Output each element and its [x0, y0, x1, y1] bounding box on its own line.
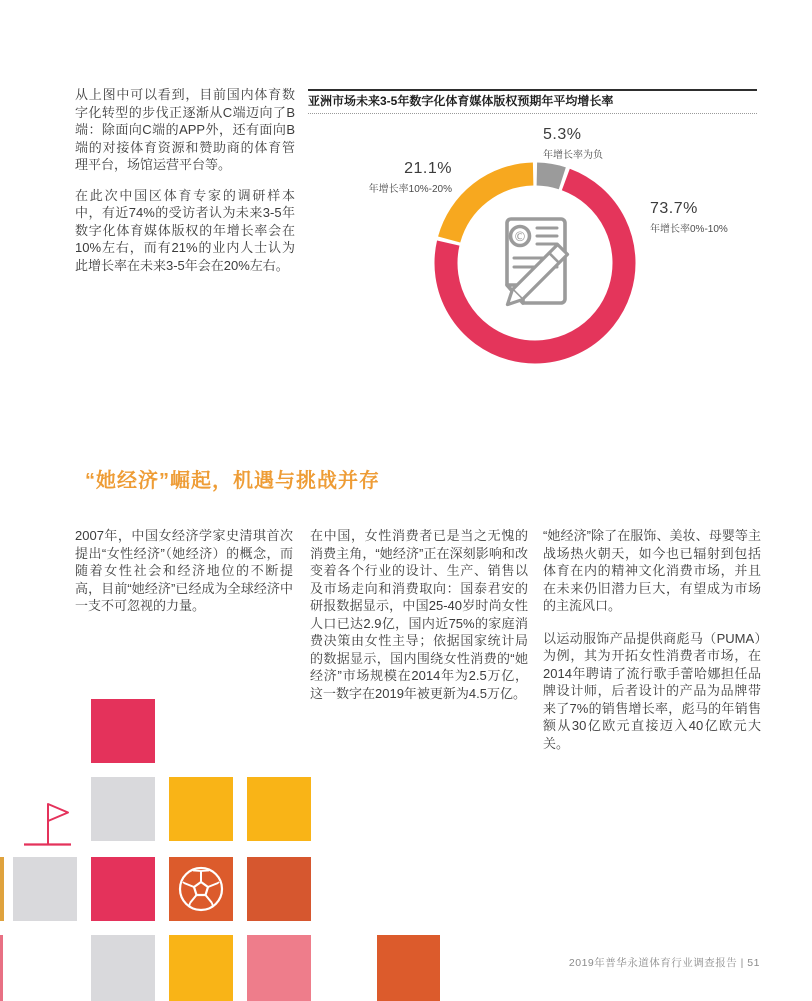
intro-paragraph-1: 从上图中可以看到，目前国内体育数字化转型的步伐正逐渐从C端迈向了B端：除面向C端的APP外，还有面向B端的对接体育资源和赞助商的体育管理平台，场馆运营平台等。	[75, 87, 295, 172]
chart-value-negative: 5.3%	[543, 126, 582, 143]
chart-label-0-10	[650, 200, 728, 235]
decor-square	[0, 857, 4, 921]
decor-square	[91, 699, 155, 763]
section-heading: “她经济”崛起，机遇与挑战并存	[85, 470, 380, 492]
column3-paragraph-2: 以运动服饰产品提供商彪马（PUMA）为例，其为开拓女性消费者市场，在2014年聘请了流行歌手蕾哈娜担任品牌设计师，后者设计的产品为品牌带来了7%的销售增长率，彪马的年销售额从30亿欧元直接迈入40亿欧元大关。	[543, 630, 761, 751]
chart-block	[308, 89, 757, 378]
chart-caption-0-10: 年增长率0%-10%	[650, 224, 728, 235]
donut-chart-svg	[308, 114, 757, 378]
donut-slice-negative	[537, 174, 562, 178]
decor-square	[91, 935, 155, 1001]
she-economy-column-3	[543, 527, 761, 767]
intro-text	[75, 86, 295, 287]
column1-paragraph: 2007年，中国女经济学家史清琪首次提出“女性经济”（她经济）的概念，而随着女性社会和经济地位的不断提高，目前“她经济”已经成为全球经济中一支不可忽视的力量。	[75, 528, 293, 613]
intro-paragraph-2: 在此次中国区体育专家的调研样本中，有近74%的受访者认为未来3-5年数字化体育媒体版权的年增长率会在10%左右，而有21%的业内人士认为此增长率在未来3-5年会在20%左右。	[75, 187, 295, 273]
she-economy-column-2	[310, 527, 528, 717]
column3-paragraph-1: “她经济”除了在服饰、美妆、母婴等主战场热火朝天，如今也已辐射到包括体育在内的精神文化消费市场，并且在未来仍旧潜力巨大，有望成为市场的主流风口。	[543, 528, 761, 613]
decor-square	[169, 777, 233, 841]
svg-text:©: ©	[513, 230, 527, 245]
chart-label-negative	[543, 126, 603, 161]
decor-square	[91, 857, 155, 921]
flag-icon	[21, 796, 73, 848]
copyright-document-pencil-icon	[502, 219, 567, 310]
decor-square	[247, 857, 311, 921]
decor-square	[247, 935, 311, 1001]
chart-value-10-20: 21.1%	[404, 160, 452, 177]
donut-chart	[308, 114, 757, 378]
decor-square	[0, 935, 3, 1001]
chart-title: 亚洲市场未来3-5年数字化体育媒体版权预期年平均增长率	[308, 89, 757, 114]
chart-caption-10-20: 年增长率10%-20%	[368, 184, 452, 195]
decor-square	[91, 777, 155, 841]
decor-square	[169, 935, 233, 1001]
decor-square	[377, 935, 440, 1001]
decor-square	[13, 857, 77, 921]
chart-caption-negative: 年增长率为负	[543, 150, 603, 161]
page-footer: 2019年普华永道体育行业调查报告 | 51	[568, 957, 760, 969]
chart-label-10-20	[369, 160, 452, 195]
decor-square	[247, 777, 311, 841]
column2-paragraph: 在中国，女性消费者已是当之无愧的消费主角，“她经济”正在深刻影响和改变着各个行业的设计、生产、销售以及市场走向和消费取向：国泰君安的研报数据显示，中国25-40岁时尚女性人口已达2.9亿，国内近75%的家庭消费决策由女性主导；依据国家统计局的数据显示，国内围绕女性消费的“她经济”市场规模在2014年为2.5万亿，这一数字在2019年被更新为4.5万亿。	[310, 528, 528, 701]
soccer-ball-icon	[169, 857, 233, 921]
chart-value-0-10: 73.7%	[650, 200, 698, 217]
she-economy-column-1	[75, 527, 293, 630]
